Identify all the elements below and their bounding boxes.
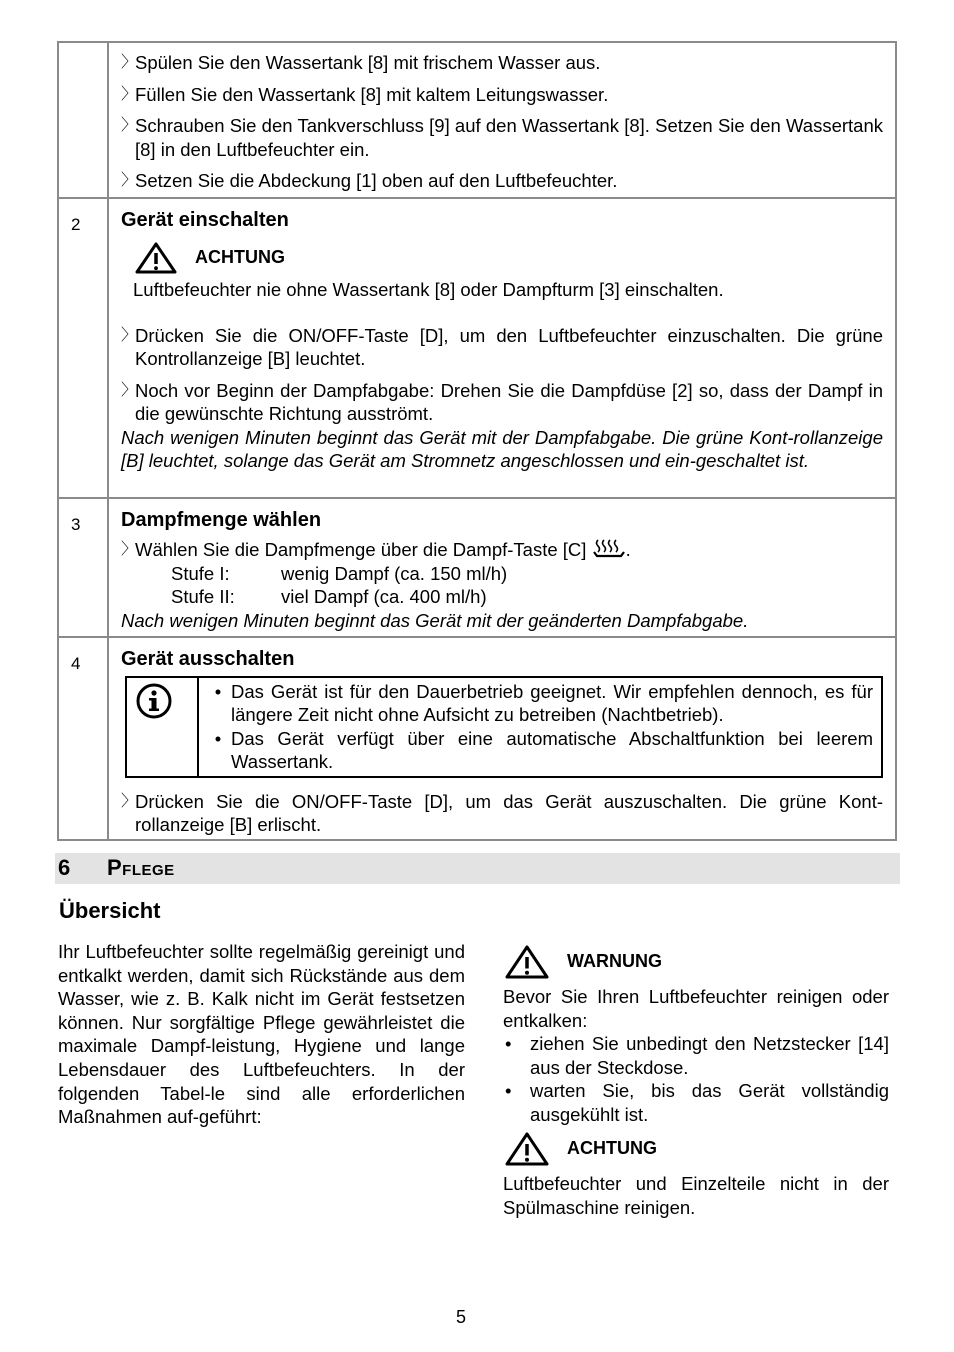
steam-icon <box>592 538 626 558</box>
step-title: Gerät ausschalten <box>121 648 295 670</box>
list-item: • ziehen Sie unbedingt den Netzstecker [14] aus der Steckdose. <box>505 1033 889 1078</box>
info-box <box>125 676 883 778</box>
table-row <box>58 498 896 638</box>
bullet-marker: 〉 <box>121 792 138 810</box>
step-number: 2 <box>58 198 108 498</box>
level-row: Stufe II: viel Dampf (ca. 400 ml/h) <box>171 586 487 607</box>
caution-label: ACHTUNG <box>567 1138 657 1159</box>
step-number: 4 <box>58 637 108 840</box>
caution-notice <box>505 1132 889 1166</box>
bullet-marker: 〉 <box>121 381 138 399</box>
caution-label: ACHTUNG <box>195 247 285 268</box>
list-item: 〉 Spülen Sie den Wassertank [8] mit frischem Wasser aus. <box>121 52 601 73</box>
caution-text: Luftbefeuchter nie ohne Wassertank [8] oder Dampfturm [3] einschalten. <box>133 279 724 300</box>
step-body <box>108 637 896 840</box>
step-body <box>108 498 896 638</box>
step-number: 3 <box>58 498 108 638</box>
overview-text: Ihr Luftbefeuchter sollte regelmäßig gereinigt und entkalkt werden, damit sich Rückstände aus dem Wasser, wie z. B. Kalk nicht im Gerät festsetzen können. Nur sorgfältige Pflege gewährleistet die maximale Dampf-leistung, Hygiene und lange Lebensdauer des Luftbefeuchters. In der folgenden Tabel-le sind alle erforderlichen Maßnahmen auf-geführt: <box>58 941 465 1128</box>
list-item: 〉 Drücken Sie die ON/OFF-Taste [D], um den Luftbefeuchter einzuschalten. Die grüne Kontrollanzeige [B] leuchtet. <box>121 324 883 369</box>
step-title: Dampfmenge wählen <box>121 508 322 531</box>
list-item: 〉 Schrauben Sie den Tankverschluss [9] auf den Wassertank [8]. Setzen Sie den Wassertank [8] in den Luftbefeuchter ein. <box>121 115 883 160</box>
info-circle-icon <box>135 682 173 720</box>
bullet-marker: 〉 <box>121 85 138 103</box>
warning-intro: Bevor Sie Ihren Luftbefeuchter reinigen oder entkalken: <box>503 986 889 1031</box>
caution-text: Luftbefeuchter und Einzelteile nicht in der Spülmaschine reinigen. <box>503 1173 889 1218</box>
level-row: Stufe I: wenig Dampf (ca. 150 ml/h) <box>171 562 508 584</box>
page-number: 5 <box>456 1307 467 1327</box>
list-item: 〉 Setzen Sie die Abdeckung [1] oben auf den Luftbefeuchter. <box>121 170 618 191</box>
warning-notice <box>505 945 889 979</box>
step-body <box>108 42 896 198</box>
section-title: Pflege <box>107 855 175 880</box>
section-header <box>55 853 900 884</box>
section-number: 6 <box>58 855 71 880</box>
bullet-marker: 〉 <box>121 326 138 344</box>
list-item: 〉 Drücken Sie die ON/OFF-Taste [D], um das Gerät auszuschalten. Die grüne Kont-rollanzeige [B] erlischt. <box>121 790 883 835</box>
warning-triangle-icon <box>505 945 549 979</box>
step-body <box>108 198 896 498</box>
caution-notice <box>135 242 883 274</box>
safety-notices <box>503 945 889 1219</box>
warning-triangle-icon <box>135 242 177 274</box>
list-item: • warten Sie, bis das Gerät vollständig ausgekühlt ist. <box>505 1080 889 1125</box>
list-item: • Das Gerät verfügt über eine automatische Abschaltfunktion bei leerem Wassertank. <box>214 727 873 772</box>
table-row <box>58 637 896 840</box>
list-item: 〉 Noch vor Beginn der Dampfabgabe: Drehen Sie die Dampfdüse [2] so, dass der Dampf in die gewünschte Richtung ausströmt. <box>121 379 883 424</box>
bullet-marker: 〉 <box>121 117 138 134</box>
list-item: 〉 Wählen Sie die Dampfmenge über die Dampf-Taste [C] . <box>121 539 631 560</box>
bullet-marker: 〉 <box>121 541 138 558</box>
warning-label: WARNUNG <box>567 951 662 972</box>
table-row <box>58 42 896 198</box>
list-item: 〉 Füllen Sie den Wassertank [8] mit kaltem Leitungswasser. <box>121 83 609 105</box>
bullet-marker: 〉 <box>121 172 138 189</box>
step-note: Nach wenigen Minuten beginnt das Gerät mit der Dampfabgabe. Die grüne Kont-rollanzeige [B] leuchtet, solange das Gerät am Stromnetz angeschlossen und ein-geschaltet ist. <box>121 426 883 471</box>
step-number <box>58 42 108 198</box>
step-note: Nach wenigen Minuten beginnt das Gerät mit der geänderten Dampfabgabe. <box>121 609 749 631</box>
list-item: • Das Gerät ist für den Dauerbetrieb geeignet. Wir empfehlen dennoch, es für längere Zeit nicht ohne Aufsicht zu betreiben (Nachtbetrieb). <box>214 680 873 725</box>
bullet-marker: 〉 <box>121 54 138 71</box>
table-row <box>58 198 896 498</box>
steps-table <box>57 41 897 841</box>
step-title: Gerät einschalten <box>121 208 289 231</box>
warning-triangle-icon <box>505 1132 549 1166</box>
subheading: Übersicht <box>59 898 161 923</box>
